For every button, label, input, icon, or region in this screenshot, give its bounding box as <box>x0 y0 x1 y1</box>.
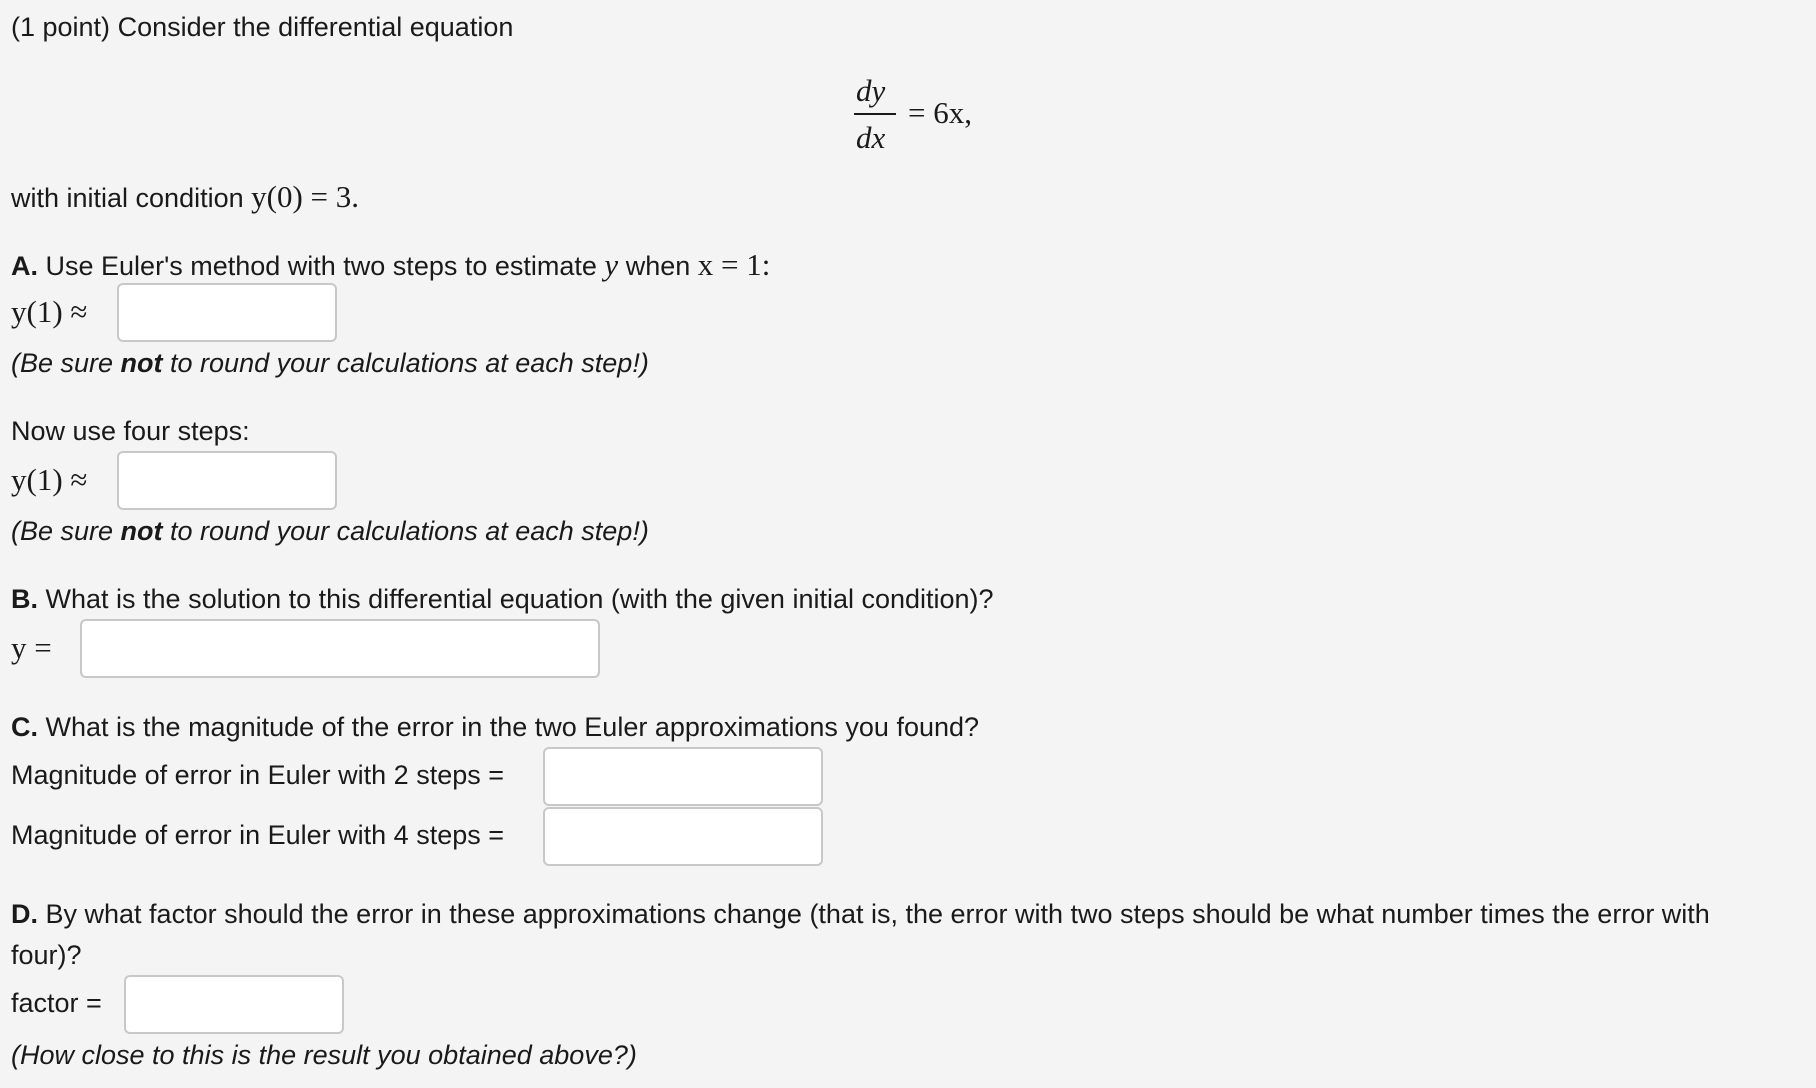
two-steps-answer-input[interactable] <box>117 283 337 342</box>
part-b-lhs: y = <box>11 630 52 665</box>
error-four-steps-label: Magnitude of error in Euler with 4 steps = <box>11 820 505 850</box>
fraction-bar <box>854 113 896 115</box>
part-a-note-2 <box>11 518 649 545</box>
part-d-question-line-2: four)? <box>11 940 82 970</box>
part-c-question <box>11 714 979 741</box>
note-2-pre: (Be sure <box>11 516 121 546</box>
intro-text: Consider the differential equation <box>117 12 514 42</box>
initial-condition <box>11 181 359 212</box>
intro-line <box>11 14 513 41</box>
solution-answer-input[interactable] <box>80 619 600 678</box>
note-1-bold: not <box>120 348 163 378</box>
part-a-text: Use Euler's method with two steps to estimate <box>45 251 597 281</box>
initial-condition-label: with initial condition <box>11 183 244 213</box>
part-d-question-line-1 <box>11 901 1710 928</box>
factor-input[interactable] <box>124 975 344 1034</box>
equation-denominator: dx <box>856 120 886 155</box>
four-steps-label: Now use four steps: <box>11 416 250 446</box>
part-c-letter: C. <box>11 712 38 742</box>
factor-label: factor = <box>11 988 102 1018</box>
note-1-pre: (Be sure <box>11 348 121 378</box>
part-a-lhs-four-steps: y(1) ≈ <box>11 462 88 497</box>
part-a-note-1 <box>11 350 649 377</box>
equation-rhs: = 6x, <box>908 95 972 130</box>
note-2-post: to round your calculations at each step!) <box>162 516 649 546</box>
note-2-bold: not <box>120 516 163 546</box>
equation-numerator: dy <box>856 73 886 108</box>
error-two-steps-input[interactable] <box>543 747 823 806</box>
part-d-letter: D. <box>11 899 38 929</box>
part-a-x-value: x = 1: <box>697 247 771 282</box>
error-four-steps-input[interactable] <box>543 807 823 866</box>
part-b-letter: B. <box>11 584 38 614</box>
points-label: (1 point) <box>11 12 111 42</box>
initial-condition-math: y(0) = 3. <box>251 179 360 214</box>
part-d-text-1: By what factor should the error in these approximations change (that is, the error with two steps should be what number times the error with <box>45 899 1710 929</box>
error-two-steps-label: Magnitude of error in Euler with 2 steps = <box>11 760 505 790</box>
part-d-note: (How close to this is the result you obtained above?) <box>11 1040 637 1070</box>
note-1-post: to round your calculations at each step!) <box>162 348 649 378</box>
part-b-text: What is the solution to this differential equation (with the given initial condition)? <box>45 584 994 614</box>
part-a-var-y: y <box>604 247 619 282</box>
part-a-question <box>11 249 770 280</box>
four-steps-answer-input[interactable] <box>117 451 337 510</box>
part-a-lhs-two-steps: y(1) ≈ <box>11 294 88 329</box>
part-a-letter: A. <box>11 251 38 281</box>
part-b-question <box>11 586 994 613</box>
part-a-when: when <box>625 251 691 281</box>
part-c-text: What is the magnitude of the error in the two Euler approximations you found? <box>45 712 980 742</box>
